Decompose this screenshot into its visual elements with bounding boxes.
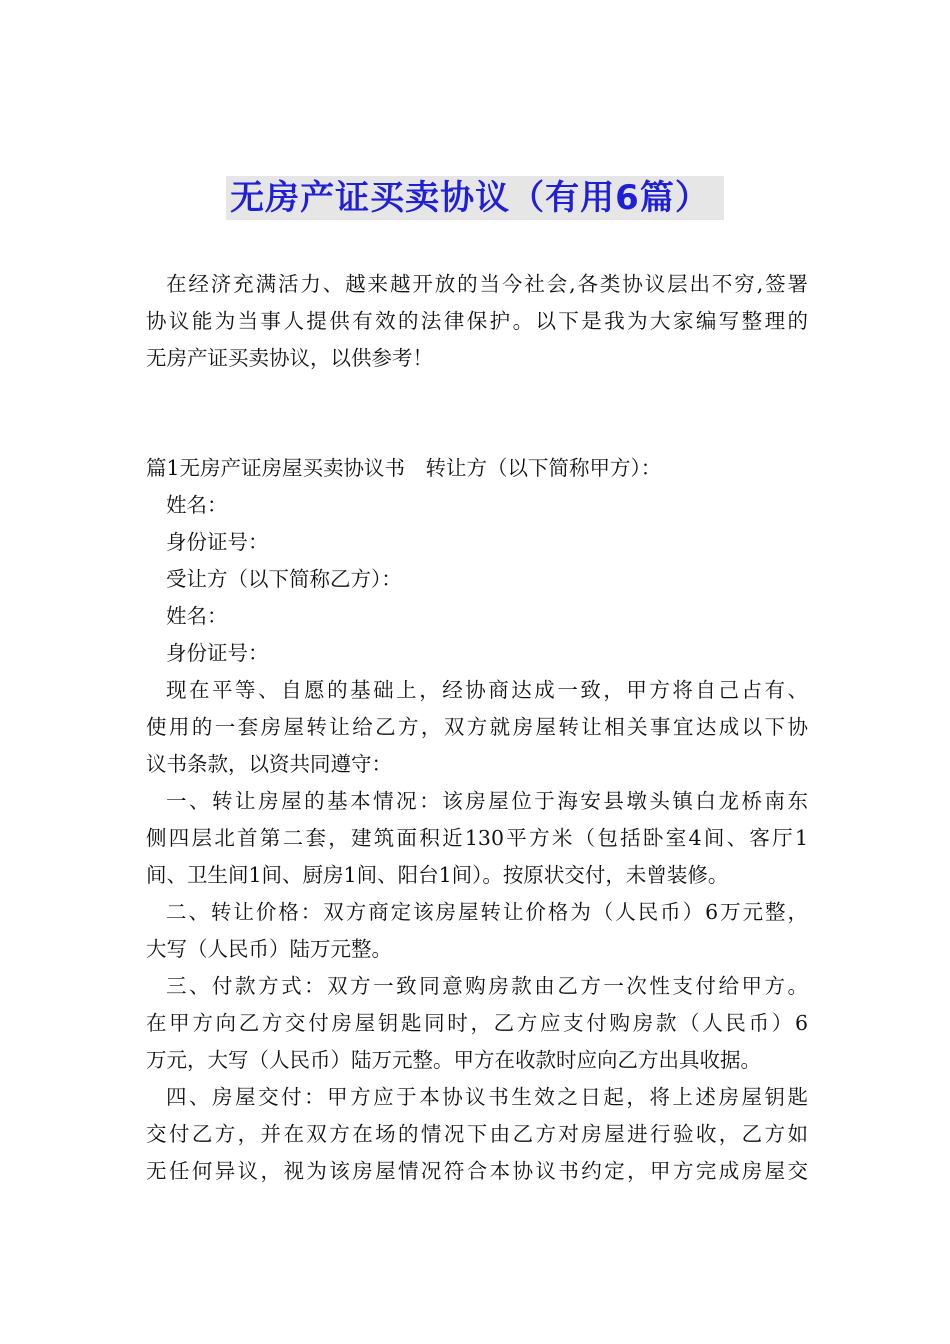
field-label-transferee: 受让方（以下简称乙方）： [166,567,402,591]
title-container [0,176,950,220]
clause-line: 间、卫生间1间、厨房1间、阳台1间）。按原状交付，未曾装修。 [146,863,729,887]
clause-line: 侧四层北首第二套，建筑面积近130平方米（包括卧室4间、客厅1 [146,826,808,850]
field-label-name: 姓名： [166,604,228,628]
clause-line: 一、转让房屋的基本情况：该房屋位于海安县墩头镇白龙桥南东 [166,789,808,813]
clause-line: 四、房屋交付：甲方应于本协议书生效之日起，将上述房屋钥匙 [166,1085,808,1109]
clause-line: 万元，大写（人民币）陆万元整。甲方在收款时应向乙方出具收据。 [146,1048,761,1072]
paragraph-line: 议书条款，以资共同遵守： [146,752,392,776]
field-label-name: 姓名： [166,493,228,517]
clause-line: 二、转让价格：双方商定该房屋转让价格为（人民币）6万元整， [166,900,808,924]
clause-line: 交付乙方，并在双方在场的情况下由乙方对房屋进行验收，乙方如 [146,1122,808,1146]
paragraph-line: 现在平等、自愿的基础上，经协商达成一致，甲方将自己占有、 [166,678,808,702]
field-label-id: 身份证号： [166,641,269,665]
clause-line: 在甲方向乙方交付房屋钥匙同时，乙方应支付购房款（人民币）6 [146,1011,808,1035]
field-label-id: 身份证号： [166,530,269,554]
clause-line: 三、付款方式：双方一致同意购房款由乙方一次性支付给甲方。 [166,974,808,998]
section-heading: 篇1无房产证房屋买卖协议书 转让方（以下简称甲方）： [146,456,662,480]
section-1 [146,450,808,1190]
clause-line: 无任何异议，视为该房屋情况符合本协议书约定，甲方完成房屋交 [146,1159,808,1183]
paragraph-line: 使用的一套房屋转让给乙方，双方就房屋转让相关事宜达成以下协 [146,715,808,739]
intro-paragraph [146,266,808,377]
intro-line: 无房产证买卖协议，以供参考！ [146,346,433,370]
intro-line: 协议能为当事人提供有效的法律保护。以下是我为大家编写整理的 [146,309,808,333]
intro-line: 在经济充满活力、越来越开放的当今社会,各类协议层出不穷,签署 [166,272,808,296]
document-title: 无房产证买卖协议（有用6篇） [226,176,724,220]
clause-line: 大写（人民币）陆万元整。 [146,937,392,961]
